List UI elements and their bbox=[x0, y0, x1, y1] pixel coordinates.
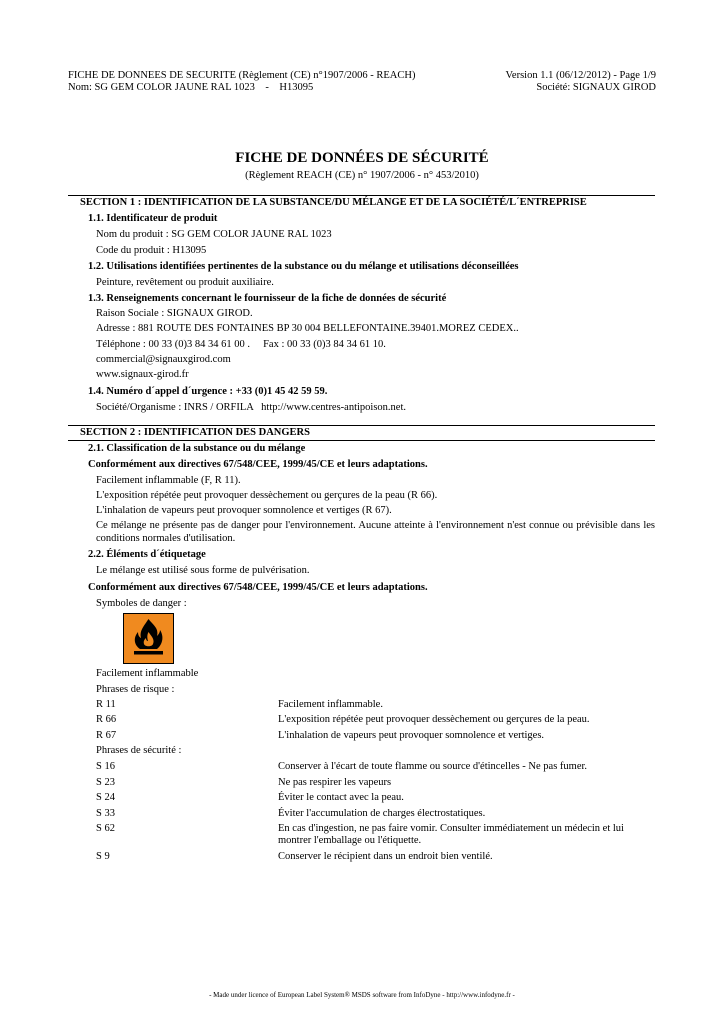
directive-heading-1: Conformément aux directives 67/548/CEE, 1999/45/CE et leurs adaptations. bbox=[88, 459, 428, 470]
risk-text: Facilement inflammable. bbox=[278, 699, 383, 710]
supplier-phone-fax: Téléphone : 00 33 (0)3 84 34 61 00 . Fax : 00 33 (0)3 84 34 61 10. bbox=[96, 339, 386, 350]
page-header bbox=[68, 70, 656, 94]
classification-r67: L'inhalation de vapeurs peut provoquer somnolence et vertiges (R 67). bbox=[96, 505, 392, 516]
s22-heading: 2.2. Éléments d´étiquetage bbox=[88, 549, 206, 560]
page-footer: - Made under licence of European Label System® MSDS software from InfoDyne - http://www.infodyne.fr - bbox=[209, 991, 515, 999]
section2-top-rule bbox=[68, 425, 655, 426]
supplier-website-link[interactable]: www.signaux-girod.fr bbox=[96, 369, 189, 380]
safety-code: S 24 bbox=[96, 792, 115, 803]
supplier-address: Adresse : 881 ROUTE DES FONTAINES BP 30 004 BELLEFONTAINE.39401.MOREZ CEDEX.. bbox=[96, 323, 519, 334]
safety-code: S 16 bbox=[96, 761, 115, 772]
s21-heading: 2.1. Classification de la substance ou du mélange bbox=[88, 443, 306, 454]
supplier-email-link[interactable]: commercial@signauxgirod.com bbox=[96, 354, 231, 365]
supplier-company: Raison Sociale : SIGNAUX GIROD. bbox=[96, 308, 253, 319]
directive-heading-2: Conformément aux directives 67/548/CEE, 1999/45/CE et leurs adaptations. bbox=[88, 582, 428, 593]
header-product-name: Nom: SG GEM COLOR JAUNE RAL 1023 - H13095 bbox=[68, 82, 314, 93]
header-doc-title: FICHE DE DONNEES DE SECURITE (Règlement (CE) n°1907/2006 - REACH) bbox=[68, 70, 416, 81]
environment-note: Ce mélange ne présente pas de danger pour l'environnement. Aucune atteinte à l'environnement n'est connue ou prévisible dans les conditions normales d'utilisation. bbox=[96, 520, 655, 544]
risk-code: R 11 bbox=[96, 699, 116, 710]
safety-text: Conserver le récipient dans un endroit bien ventilé. bbox=[278, 851, 493, 862]
page-title: FICHE DE DONNÉES DE SÉCURITÉ bbox=[235, 150, 489, 166]
safety-text: En cas d'ingestion, ne pas faire vomir. Consulter immédiatement un médecin et lui montrer l'emballage ou l'étiquette. bbox=[278, 823, 624, 846]
section1-top-rule bbox=[68, 195, 655, 196]
safety-code: S 33 bbox=[96, 808, 115, 819]
section2-bottom-rule bbox=[68, 440, 655, 441]
pictogram-caption: Facilement inflammable bbox=[96, 668, 199, 679]
s11-heading: 1.1. Identificateur de produit bbox=[88, 213, 218, 224]
safety-text: Éviter le contact avec la peau. bbox=[278, 792, 404, 803]
safety-code: S 62 bbox=[96, 823, 115, 834]
safety-phrases-label: Phrases de sécurité : bbox=[96, 745, 182, 756]
safety-text: Conserver à l'écart de toute flamme ou source d'étincelles - Ne pas fumer. bbox=[278, 761, 588, 772]
classification-f-r11: Facilement inflammable (F, R 11). bbox=[96, 475, 241, 486]
section2-title: SECTION 2 : IDENTIFICATION DES DANGERS bbox=[80, 427, 310, 438]
spray-note: Le mélange est utilisé sous forme de pulvérisation. bbox=[96, 565, 310, 576]
classification-r66: L'exposition répétée peut provoquer dessèchement ou gerçures de la peau (R 66). bbox=[96, 490, 438, 501]
product-name: Nom du produit : SG GEM COLOR JAUNE RAL 1023 bbox=[96, 229, 332, 240]
header-version: Version 1.1 (06/12/2012) - Page 1/9 bbox=[505, 70, 656, 81]
risk-text: L'inhalation de vapeurs peut provoquer somnolence et vertiges. bbox=[278, 730, 545, 741]
s13-heading: 1.3. Renseignements concernant le fournisseur de la fiche de données de sécurité bbox=[88, 293, 447, 304]
header-company: Société: SIGNAUX GIROD bbox=[536, 82, 656, 93]
risk-phrases-label: Phrases de risque : bbox=[96, 684, 175, 695]
risk-text: L'exposition répétée peut provoquer dessèchement ou gerçures de la peau. bbox=[278, 714, 590, 725]
risk-code: R 67 bbox=[96, 730, 117, 741]
safety-code: S 23 bbox=[96, 777, 115, 788]
identified-uses: Peinture, revêtement ou produit auxiliaire. bbox=[96, 277, 274, 288]
safety-code: S 9 bbox=[96, 851, 110, 862]
danger-symbols-label: Symboles de danger : bbox=[96, 598, 187, 609]
safety-text: Éviter l'accumulation de charges électrostatiques. bbox=[278, 808, 486, 819]
s14-heading-emergency-number: 1.4. Numéro d´appel d´urgence : +33 (0)1 45 42 59 59. bbox=[88, 386, 328, 397]
section1-title: SECTION 1 : IDENTIFICATION DE LA SUBSTANCE/DU MÉLANGE ET DE LA SOCIÉTÉ/L´ENTREPRISE bbox=[80, 197, 587, 208]
safety-text: Ne pas respirer les vapeurs bbox=[278, 777, 392, 788]
emergency-organisation: Société/Organisme : INRS / ORFILA http://www.centres-antipoison.net. bbox=[96, 402, 407, 413]
page-subtitle: (Règlement REACH (CE) n° 1907/2006 - n° 453/2010) bbox=[245, 170, 479, 181]
product-code: Code du produit : H13095 bbox=[96, 245, 207, 256]
risk-code: R 66 bbox=[96, 714, 117, 725]
s12-heading: 1.2. Utilisations identifiées pertinentes de la substance ou du mélange et utilisations déconseillées bbox=[88, 261, 519, 272]
flammable-flame-icon bbox=[123, 613, 174, 664]
